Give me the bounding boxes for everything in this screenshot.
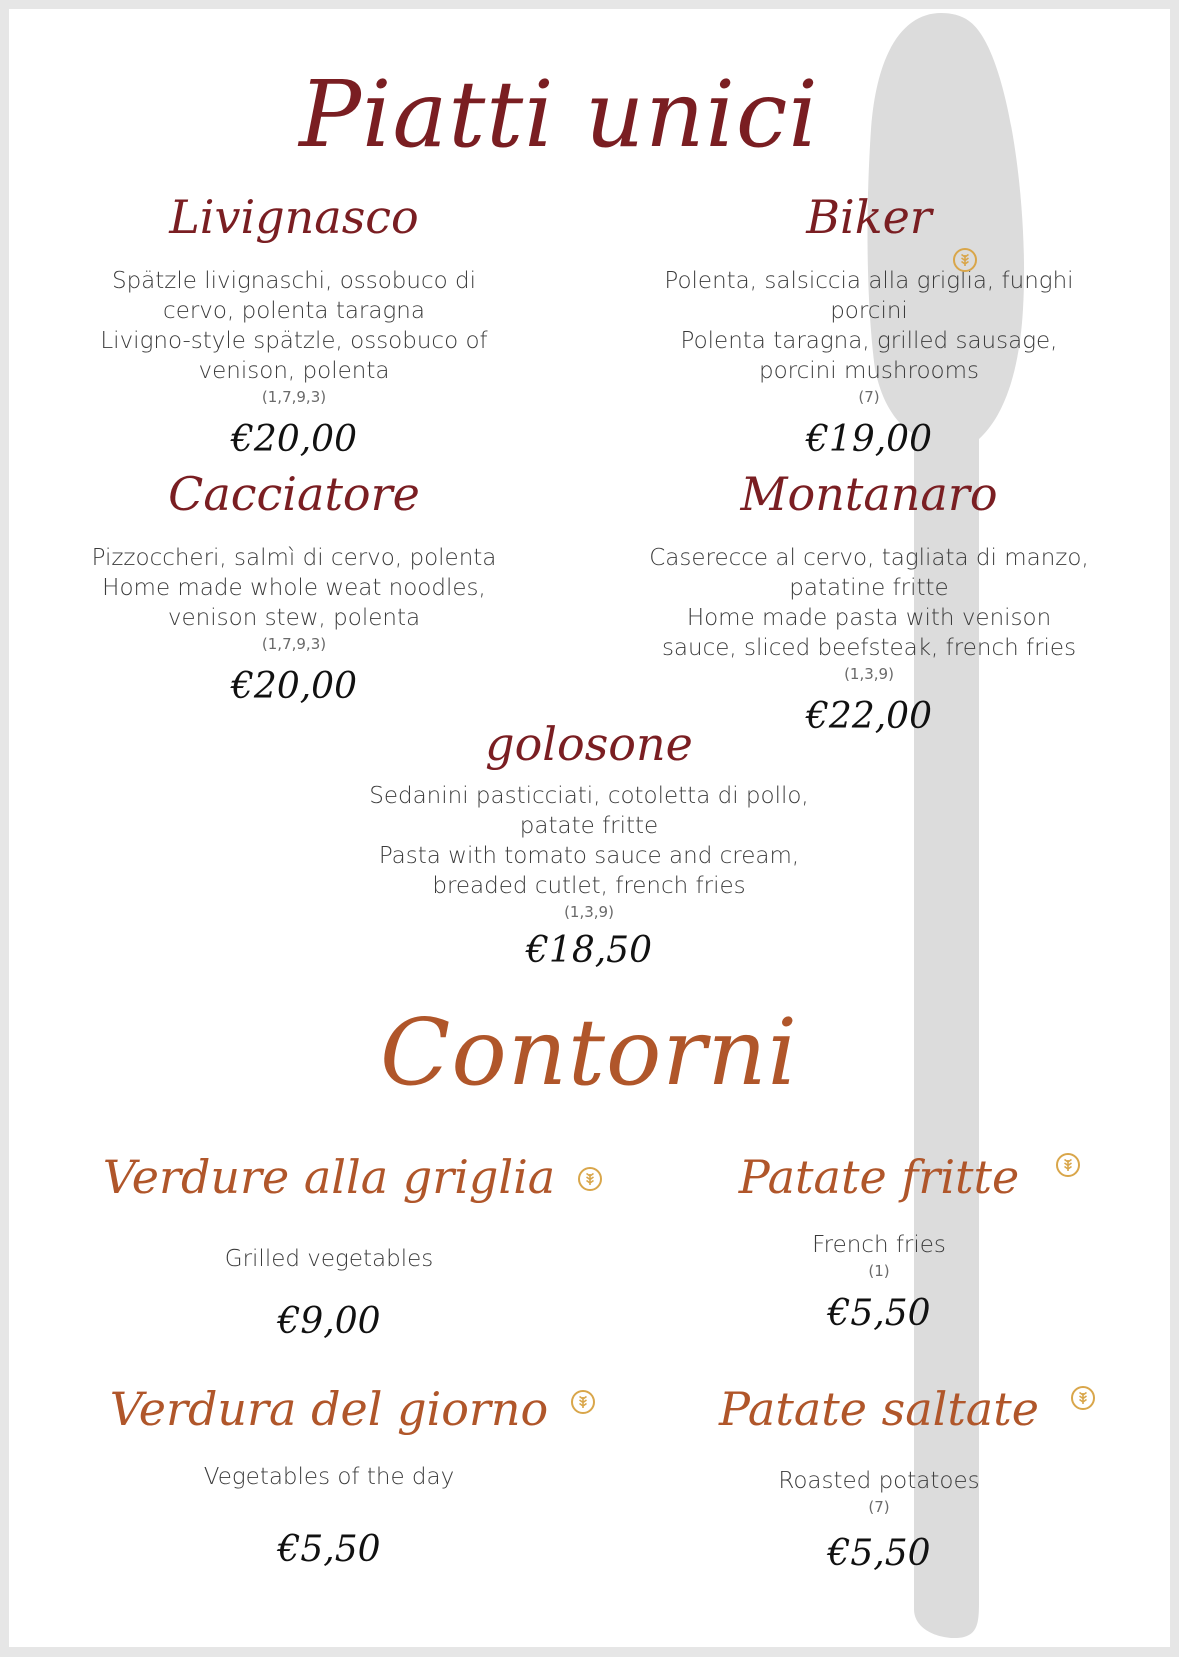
dish-allergens: (1,3,9) <box>844 665 894 683</box>
dish-description-en: Polenta taragna, grilled sausage, porcini mushrooms <box>680 328 1058 384</box>
side-description: Grilled vegetables <box>224 1246 434 1272</box>
dish-description-it: Spätzle livignaschi, ossobuco di cervo, polenta taragna <box>111 268 476 324</box>
side-title: Patate fritte <box>738 1150 1020 1204</box>
dish-description-it: Polenta, salsiccia alla griglia, funghi porcini <box>664 268 1074 324</box>
side-description: French fries <box>812 1232 946 1258</box>
side-description: Vegetables of the day <box>203 1464 455 1490</box>
dish-golosone <box>369 717 809 971</box>
gluten-free-icon <box>570 1389 596 1415</box>
dish-allergens: (1,3,9) <box>564 903 614 921</box>
side-description: Roasted potatoes <box>778 1468 980 1494</box>
side-verdure-alla-griglia <box>69 1150 589 1342</box>
side-title: Patate saltate <box>719 1382 1039 1436</box>
dish-price: €20,00 <box>231 666 357 707</box>
dish-title: Cacciatore <box>168 467 420 521</box>
dish-title: Livignasco <box>169 190 419 244</box>
side-price: €9,00 <box>277 1301 381 1342</box>
dish-allergens: (1,7,9,3) <box>261 635 327 653</box>
side-allergens: (1) <box>868 1262 890 1280</box>
dish-biker <box>659 190 1079 460</box>
side-price: €5,50 <box>277 1529 381 1570</box>
side-price: €5,50 <box>827 1533 931 1574</box>
side-allergens: (7) <box>868 1498 890 1516</box>
dish-title: golosone <box>485 717 693 771</box>
side-title: Verdure alla griglia <box>102 1150 556 1204</box>
dish-title: Montanaro <box>740 467 998 521</box>
side-patate-fritte <box>659 1150 1099 1334</box>
dish-price: €20,00 <box>231 419 357 460</box>
dish-description-it: Sedanini pasticciati, cotoletta di pollo, patate fritte <box>369 783 809 839</box>
dish-description-en: Home made whole weat noodles, venison stew, polenta <box>102 575 486 631</box>
gluten-free-icon <box>577 1166 603 1192</box>
dish-description-en: Livigno-style spätzle, ossobuco of venison, polenta <box>100 328 488 384</box>
dish-livignasco <box>79 190 509 460</box>
dish-allergens: (7) <box>858 388 880 406</box>
dish-description-it: Pizzoccheri, salmì di cervo, polenta <box>91 545 497 571</box>
dish-cacciatore <box>79 467 509 707</box>
side-patate-saltate <box>659 1382 1099 1574</box>
dish-description-it: Caserecce al cervo, tagliata di manzo, patatine fritte <box>649 545 1089 601</box>
dish-description-en: Home made pasta with venison sauce, sliced beefsteak, french fries <box>661 605 1077 661</box>
gluten-free-icon <box>1070 1385 1096 1411</box>
dish-allergens: (1,7,9,3) <box>261 388 327 406</box>
dish-title: Biker <box>806 190 932 244</box>
dish-montanaro <box>649 467 1089 737</box>
side-verdura-del-giorno <box>69 1382 589 1570</box>
dish-price: €22,00 <box>806 696 932 737</box>
section-title-piatti-unici: Piatti unici <box>299 61 819 168</box>
gluten-free-icon <box>952 247 978 273</box>
side-price: €5,50 <box>827 1293 931 1334</box>
gluten-free-icon <box>1055 1152 1081 1178</box>
section-title-contorni: Contorni <box>379 999 799 1106</box>
dish-price: €19,00 <box>806 419 932 460</box>
menu-page <box>9 9 1170 1647</box>
dish-price: €18,50 <box>526 930 652 971</box>
dish-description-en: Pasta with tomato sauce and cream, breaded cutlet, french fries <box>378 843 800 899</box>
side-title: Verdura del giorno <box>109 1382 549 1436</box>
